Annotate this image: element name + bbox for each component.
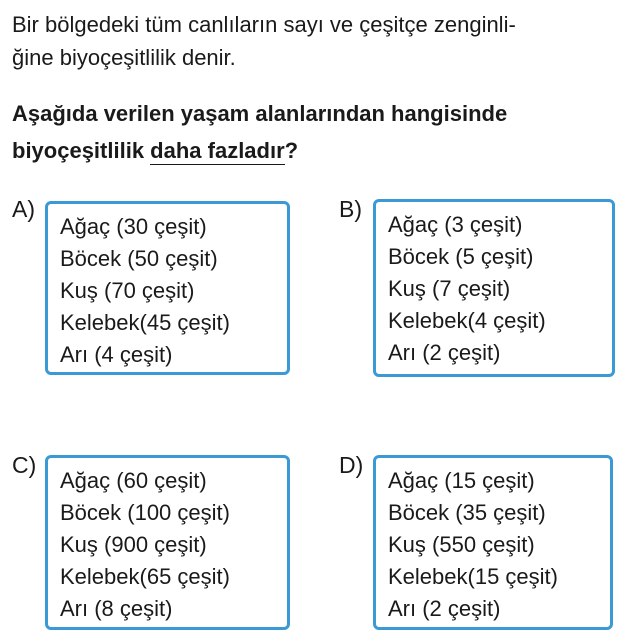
question-line-1: Aşağıda verilen yaşam alanlarından hangisinde [12,101,508,126]
option-c-line: Ağaç (60 çeşit) [60,468,207,493]
option-b-line: Ağaç (3 çeşit) [388,212,523,237]
option-b-line: Kelebek(4 çeşit) [388,308,546,333]
intro-line-1: Bir bölgedeki tüm canlıların sayı ve çeşitçe zenginli- [12,12,516,37]
option-a-line: Kuş (70 çeşit) [60,278,195,303]
question-mark: ? [284,138,299,163]
option-a-line: Kelebek(45 çeşit) [60,310,230,335]
question-emphasis: daha fazladır [150,138,285,163]
question-text [12,95,624,169]
option-c-line: Böcek (100 çeşit) [60,500,230,525]
option-d-box[interactable] [373,455,613,630]
option-c-line: Arı (8 çeşit) [60,596,173,621]
option-b-line: Böcek (5 çeşit) [388,244,534,269]
option-a-box[interactable] [45,201,290,375]
option-b-box[interactable] [373,199,615,377]
option-c-box[interactable] [45,455,290,630]
question-line-2 [12,132,624,169]
option-d-line: Kelebek(15 çeşit) [388,564,558,589]
option-d-letter: D) [339,452,364,478]
intro-text [12,8,624,74]
option-d-line: Böcek (35 çeşit) [388,500,546,525]
question-line-2-prefix: biyoçeşitlilik [12,138,151,163]
option-c-line: Kuş (900 çeşit) [60,532,207,557]
option-b-line: Arı (2 çeşit) [388,340,501,365]
intro-line-2: ğine biyoçeşitlilik denir. [12,45,236,70]
option-d-line: Kuş (550 çeşit) [388,532,535,557]
option-b-line: Kuş (7 çeşit) [388,276,511,301]
option-c-line: Kelebek(65 çeşit) [60,564,230,589]
option-c-letter: C) [12,452,37,478]
option-d-line: Arı (2 çeşit) [388,596,501,621]
option-b-letter: B) [339,196,362,222]
option-a-line: Arı (4 çeşit) [60,342,173,367]
option-a-line: Böcek (50 çeşit) [60,246,218,271]
option-d-line: Ağaç (15 çeşit) [388,468,535,493]
option-a-line: Ağaç (30 çeşit) [60,214,207,239]
option-a-letter: A) [12,196,35,222]
